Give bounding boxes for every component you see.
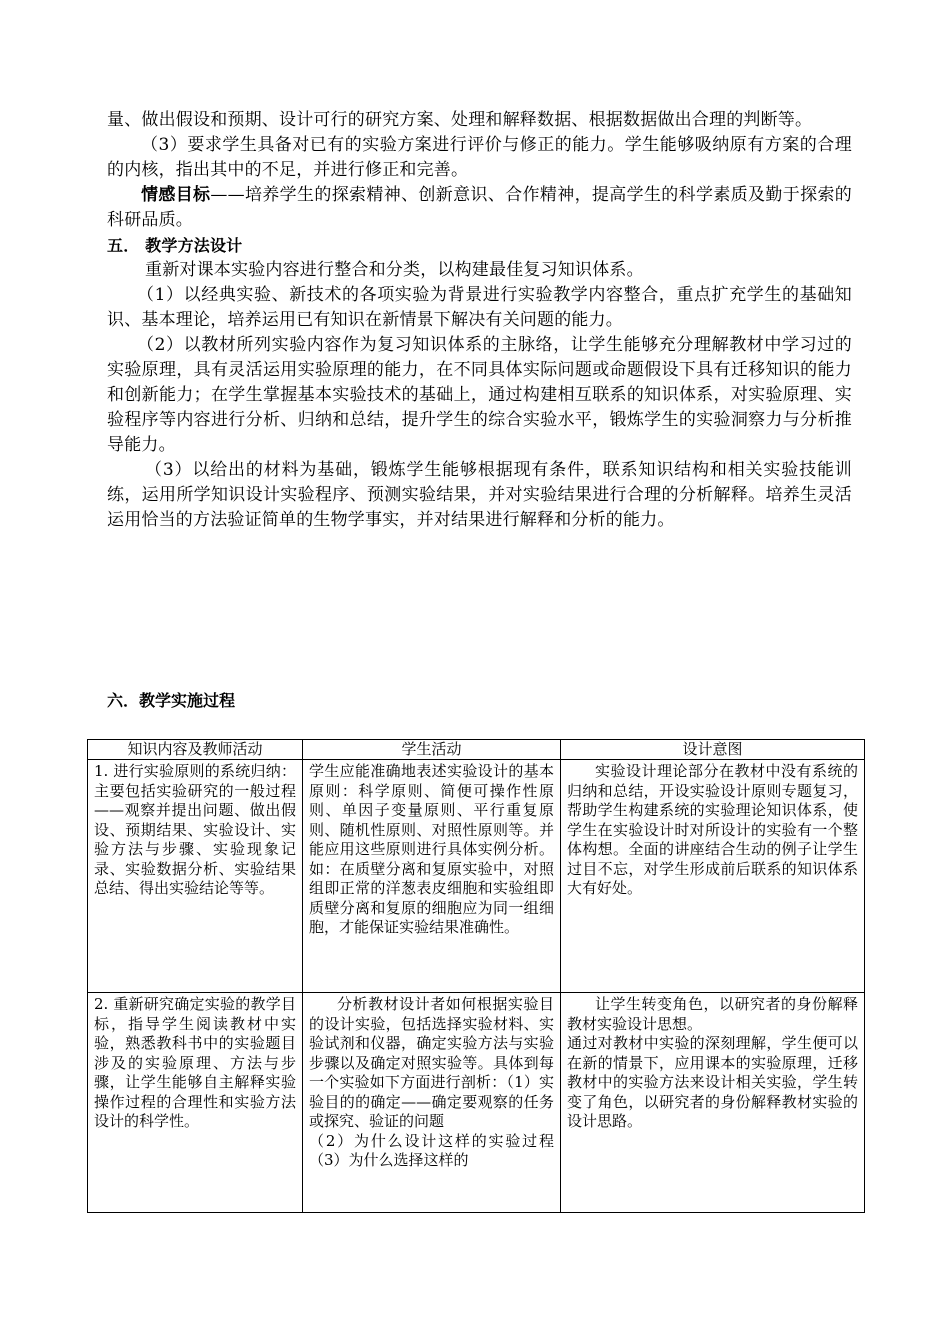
body-text-upper	[107, 108, 852, 533]
table-header-row	[88, 740, 865, 760]
teaching-process-table	[87, 739, 865, 1213]
paragraph-method-intro: 重新对课本实验内容进行整合和分类，以构建最佳复习知识体系。	[145, 260, 644, 280]
row2-design-intent-cont: 通过对教材中实验的深刻理解，学生便可以在新的情景下，应用课本的实验原理，迁移教材中的实验方法来设计相关实验，学生转变了角色，以研究者的身份解释教材实验的设计思路。	[567, 1034, 858, 1130]
header-design-intent: 设计意图	[561, 740, 865, 760]
table-row	[88, 993, 865, 1213]
emotional-goal-label: 情感目标	[141, 185, 211, 205]
row2-student-activity-text: 分析教材设计者如何根据实验目的设计实验，包括选择实验材料、实验试剂和仪器，确定实验方法与实验步骤以及确定对照实验等。具体到每一个实验如下方面进行剖析：（1）实验目的的确定——确定要观察的任务或探究、验证的问题	[309, 995, 554, 1130]
row2-design-intent	[561, 993, 865, 1213]
paragraph-method-2: （2）以教材所列实验内容作为复习知识体系的主脉络，让学生能够充分理解教材中学习过的实验原理，具有灵活运用实验原理的能力，在不同具体实际问题或命题假设下具有迁移知识的能力和创新能力；在学生掌握基本实验技术的基础上，通过构建相互联系的知识体系，对实验原理、实验程序等内容进行分析、归纳和总结，提升学生的综合实验水平，锻炼学生的实验洞察力与分析推导能力。	[107, 335, 852, 455]
row1-design-intent: 实验设计理论部分在教材中没有系统的归纳和总结，开设实验设计原则专题复习，帮助学生构建系统的实验理论知识体系，使学生在实验设计时对所设计的实验有一个整体构想。全面的讲座结合生动的例子让学生过目不忘，对学生形成前后联系的知识体系大有好处。	[561, 760, 865, 993]
header-teacher-activity: 知识内容及教师活动	[88, 740, 303, 760]
row2-teacher-activity: 2. 重新研究确定实验的教学目标，指导学生阅读教材中实验，熟悉教科书中的实验题目涉及的实验原理、方法与步骤，让学生能够自主解释实验操作过程的合理性和实验方法设计的科学性。	[88, 993, 303, 1213]
paragraph-method-1: （1）以经典实验、新技术的各项实验为背景进行实验教学内容整合，重点扩充学生的基础知识、基本理论，培养运用已有知识在新情景下解决有关问题的能力。	[107, 285, 852, 330]
paragraph-continuation: 量、做出假设和预期、设计可行的研究方案、处理和解释数据、根据数据做出合理的判断等。	[107, 110, 813, 130]
emotional-goal-text: ——培养学生的探索精神、创新意识、合作精神，提高学生的科学素质及勤于探索的科研品质。	[107, 185, 852, 230]
table-row	[88, 760, 865, 993]
header-student-activity: 学生活动	[303, 740, 561, 760]
row2-student-activity	[303, 993, 561, 1213]
paragraph-method-3: （3）以给出的材料为基础，锻炼学生能够根据现有条件，联系知识结构和相关实验技能训练，运用所学知识设计实验程序、预测实验结果，并对实验结果进行合理的分析解释。培养生灵活运用恰当的方法验证简单的生物学事实，并对结果进行解释和分析的能力。	[107, 460, 852, 530]
row2-design-intent-text: 让学生转变角色，以研究者的身份解释教材实验设计思想。	[567, 995, 858, 1033]
paragraph-emotional-goal	[107, 183, 852, 233]
section-5-heading: 五． 教学方法设计	[107, 236, 243, 255]
section-6-heading: 六．教学实施过程	[107, 691, 236, 710]
row2-student-activity-cont: （2）为什么设计这样的实验过程（3）为什么选择这样的	[309, 1131, 554, 1169]
row1-teacher-activity: 1. 进行实验原则的系统归纳：主要包括实验研究的一般过程——观察并提出问题、做出假设、预期结果、实验设计、实验方法与步骤、实验现象记录、实验数据分析、实验结果总结、得出实验结论等等。	[88, 760, 303, 993]
row1-student-activity: 学生应能准确地表述实验设计的基本原则：科学原则、简便可操作性原则、单因子变量原则、平行重复原则、随机性原则、对照性原则等。并能应用这些原则进行具体实例分析。如：在质壁分离和复原实验中，对照组即正常的洋葱表皮细胞和实验组即质壁分离和复原的细胞应为同一组细胞，才能保证实验结果准确性。	[303, 760, 561, 993]
paragraph-ability-3: （3）要求学生具备对已有的实验方案进行评价与修正的能力。学生能够吸纳原有方案的合理的内核，指出其中的不足，并进行修正和完善。	[107, 135, 852, 180]
